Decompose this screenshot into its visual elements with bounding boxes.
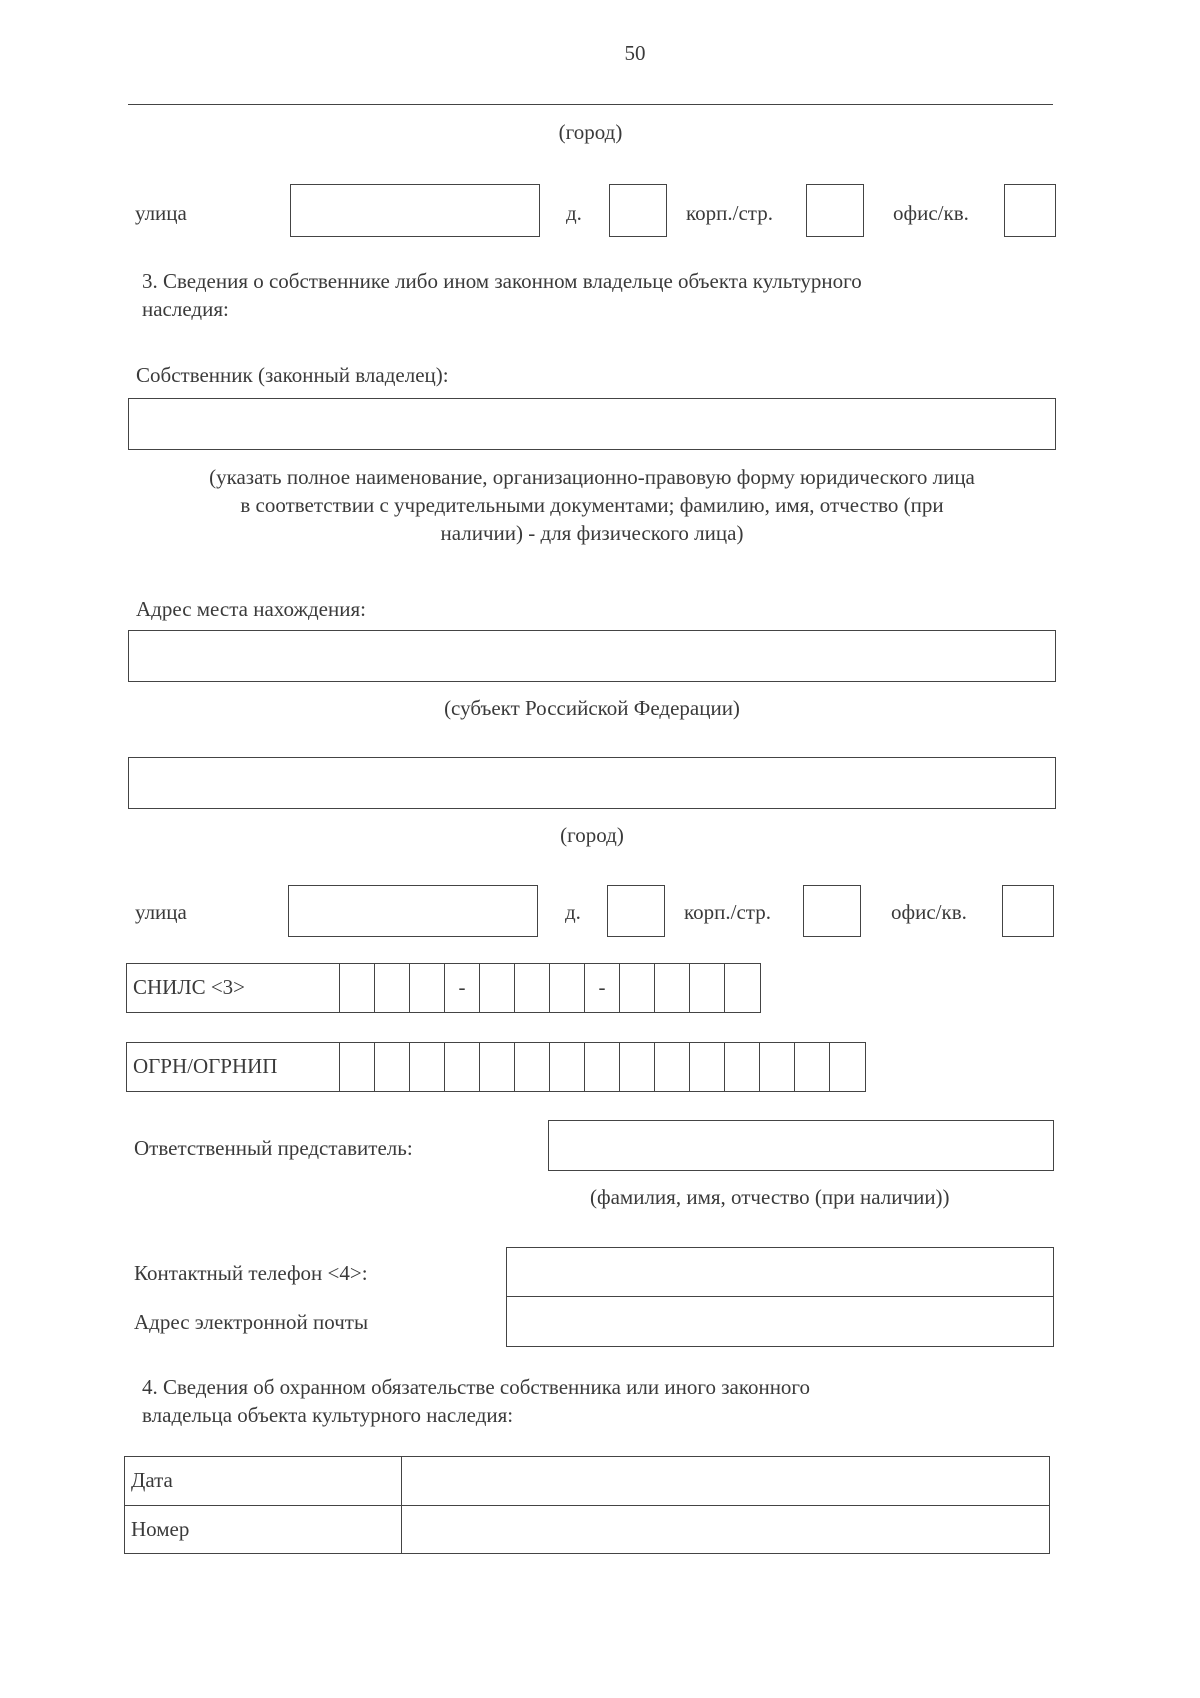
building-label: корп./стр. [686, 201, 773, 225]
city-input[interactable] [128, 757, 1056, 809]
phone-input[interactable] [507, 1248, 1053, 1296]
email-input[interactable] [507, 1298, 1053, 1346]
house-input-2[interactable] [607, 885, 665, 937]
owner-hint-line3: наличии) - для физического лица) [440, 521, 744, 545]
contact-box [506, 1247, 1054, 1347]
representative-input[interactable] [548, 1120, 1054, 1171]
building-input-2[interactable] [803, 885, 861, 937]
ogrn-digit-cell[interactable] [410, 1043, 445, 1091]
snils-digit-cell[interactable] [410, 964, 445, 1012]
representative-label: Ответственный представитель: [134, 1136, 413, 1160]
ogrn-digit-cell[interactable] [550, 1043, 585, 1091]
house-input[interactable] [609, 184, 667, 237]
date-input[interactable] [402, 1457, 1049, 1505]
representative-hint: (фамилия, имя, отчество (при наличии)) [590, 1185, 950, 1209]
snils-label: СНИЛС <3> [127, 964, 340, 1012]
section4-heading-line2: владельца объекта культурного наследия: [142, 1403, 514, 1427]
snils-field [126, 963, 761, 1013]
snils-digit-cell[interactable] [480, 964, 515, 1012]
street-input-2[interactable] [288, 885, 538, 937]
office-label: офис/кв. [893, 201, 969, 225]
house-label: д. [566, 201, 582, 225]
ogrn-digit-cell[interactable] [830, 1043, 865, 1091]
ogrn-digit-cell[interactable] [795, 1043, 830, 1091]
number-label: Номер [125, 1506, 402, 1553]
section3-heading-line2: наследия: [142, 297, 229, 321]
snils-digit-cell[interactable] [375, 964, 410, 1012]
owner-hint-line2: в соответствии с учредительными документами; фамилию, имя, отчество (при [240, 493, 944, 517]
snils-digit-cell[interactable] [550, 964, 585, 1012]
address-label: Адрес места нахождения: [136, 597, 366, 621]
owner-label: Собственник (законный владелец): [136, 363, 449, 387]
ogrn-field [126, 1042, 866, 1092]
owner-hint-line1: (указать полное наименование, организационно-правовую форму юридического лица [209, 465, 975, 489]
office-input-2[interactable] [1002, 885, 1054, 937]
region-caption: (субъект Российской Федерации) [444, 696, 740, 720]
obligation-table [124, 1456, 1050, 1554]
building-label-2: корп./стр. [684, 900, 771, 924]
city-caption: (город) [558, 120, 623, 144]
ogrn-digit-cell[interactable] [690, 1043, 725, 1091]
ogrn-digit-cell[interactable] [480, 1043, 515, 1091]
street-label-2: улица [135, 900, 187, 924]
building-input[interactable] [806, 184, 864, 237]
table-row [125, 1457, 1049, 1505]
page-number: 50 [624, 41, 646, 65]
contact-divider [507, 1296, 1053, 1297]
ogrn-digit-cell[interactable] [340, 1043, 375, 1091]
snils-digit-cell[interactable] [340, 964, 375, 1012]
house-label-2: д. [565, 900, 581, 924]
region-input[interactable] [128, 630, 1056, 682]
office-label-2: офис/кв. [891, 900, 967, 924]
city-caption-2: (город) [560, 823, 624, 847]
snils-digit-cell[interactable] [515, 964, 550, 1012]
section3-heading-line1: 3. Сведения о собственнике либо ином законном владельце объекта культурного [142, 269, 862, 293]
office-input[interactable] [1004, 184, 1056, 237]
number-input[interactable] [402, 1506, 1049, 1553]
snils-digit-cell[interactable] [725, 964, 760, 1012]
email-label: Адрес электронной почты [134, 1310, 369, 1334]
ogrn-digit-cell[interactable] [375, 1043, 410, 1091]
ogrn-digit-cell[interactable] [515, 1043, 550, 1091]
street-input[interactable] [290, 184, 540, 237]
ogrn-digit-cell[interactable] [725, 1043, 760, 1091]
owner-input[interactable] [128, 398, 1056, 450]
ogrn-digit-cell[interactable] [585, 1043, 620, 1091]
street-label: улица [135, 201, 187, 225]
snils-digit-cell[interactable] [655, 964, 690, 1012]
city-field-line[interactable] [128, 104, 1053, 105]
ogrn-digit-cell[interactable] [620, 1043, 655, 1091]
ogrn-digit-cell[interactable] [760, 1043, 795, 1091]
date-label: Дата [125, 1457, 402, 1505]
table-row [125, 1505, 1049, 1553]
snils-digit-cell[interactable] [620, 964, 655, 1012]
ogrn-digit-cell[interactable] [445, 1043, 480, 1091]
section4-heading-line1: 4. Сведения об охранном обязательстве собственника или иного законного [142, 1375, 811, 1399]
phone-label: Контактный телефон <4>: [134, 1261, 368, 1285]
snils-digit-cell[interactable] [690, 964, 725, 1012]
ogrn-digit-cell[interactable] [655, 1043, 690, 1091]
ogrn-label: ОГРН/ОГРНИП [127, 1043, 340, 1091]
snils-separator: - [585, 964, 620, 1012]
snils-separator: - [445, 964, 480, 1012]
